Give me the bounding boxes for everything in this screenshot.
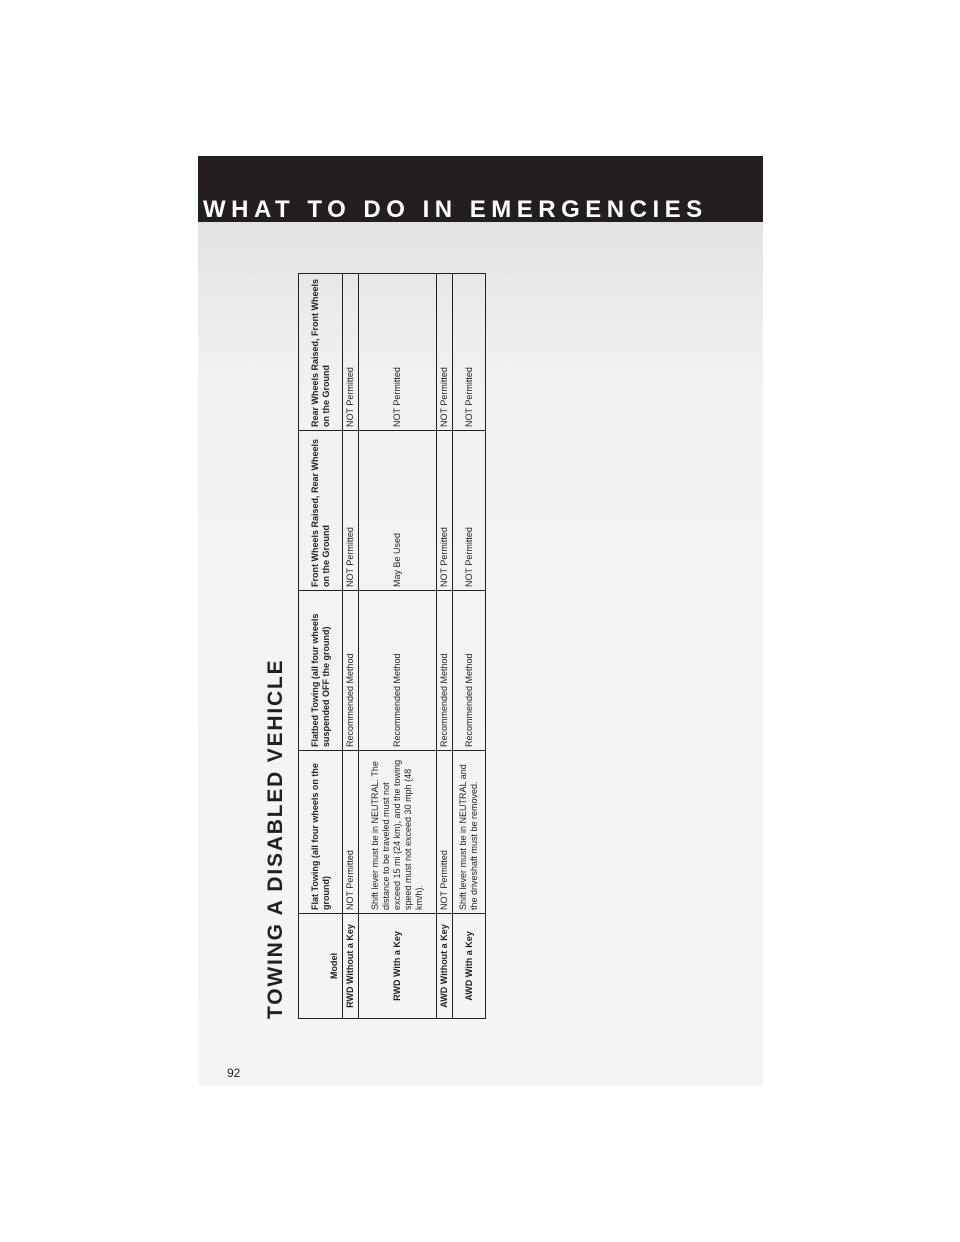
cell-front-raised: May Be Used xyxy=(359,431,437,591)
table-title: TOWING A DISABLED VEHICLE xyxy=(264,658,287,1019)
cell-rear-raised: NOT Permitted xyxy=(453,274,486,431)
cell-flat: NOT Permitted xyxy=(437,751,453,914)
table-row xyxy=(359,274,437,1019)
cell-flatbed: Recommended Method xyxy=(437,591,453,751)
header-rear-raised: Rear Wheels Raised, Front Wheels on the Ground xyxy=(299,274,343,431)
towing-table xyxy=(298,273,486,1019)
cell-front-raised: NOT Permitted xyxy=(453,431,486,591)
table-header-row xyxy=(299,274,343,1019)
row-model: RWD Without a Key xyxy=(343,914,359,1019)
rotated-content xyxy=(258,274,481,1019)
header-model: Model xyxy=(299,914,343,1019)
cell-flatbed: Recommended Method xyxy=(359,591,437,751)
header-flatbed-towing: Flatbed Towing (all four wheels suspended OFF the ground) xyxy=(299,591,343,751)
cell-rear-raised: NOT Permitted xyxy=(359,274,437,431)
cell-front-raised: NOT Permitted xyxy=(437,431,453,591)
header-front-raised: Front Wheels Raised, Rear Wheels on the Ground xyxy=(299,431,343,591)
cell-flatbed: Recommended Method xyxy=(453,591,486,751)
table-row xyxy=(437,274,453,1019)
cell-rear-raised: NOT Permitted xyxy=(343,274,359,431)
table-row xyxy=(343,274,359,1019)
section-heading: WHAT TO DO IN EMERGENCIES xyxy=(203,196,708,223)
page-number: 92 xyxy=(227,1066,241,1080)
cell-flat: NOT Permitted xyxy=(343,751,359,914)
cell-flat: Shift lever must be in NEUTRAL and the driveshaft must be removed. xyxy=(453,751,486,914)
cell-rear-raised: NOT Permitted xyxy=(437,274,453,431)
row-model: RWD With a Key xyxy=(359,914,437,1019)
towing-table-region xyxy=(258,274,481,1019)
cell-flatbed: Recommended Method xyxy=(343,591,359,751)
cell-front-raised: NOT Permitted xyxy=(343,431,359,591)
row-model: AWD Without a Key xyxy=(437,914,453,1019)
row-model: AWD With a Key xyxy=(453,914,486,1019)
header-flat-towing: Flat Towing (all four wheels on the ground) xyxy=(299,751,343,914)
cell-flat: Shift lever must be in NEUTRAL. The distance to be traveled must not exceed 15 mi (24 km), and the towing speed must not exceed 30 mph (48 km/h). xyxy=(359,751,437,914)
table-row xyxy=(453,274,486,1019)
